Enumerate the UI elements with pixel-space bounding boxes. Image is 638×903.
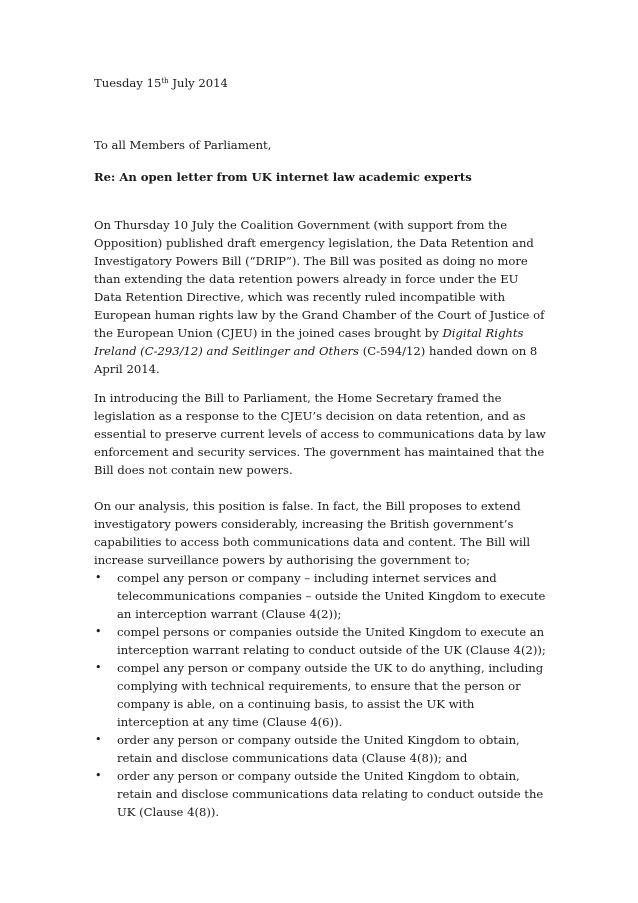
list-item-text: compel any person or company – including internet services and telecommunications companies – outside the United Kingdom to execute an interception warrant (Clause 4(2)); (117, 571, 546, 621)
list-item-text: order any person or company outside the United Kingdom to obtain, retain and disclose communications data relating to conduct outside the UK (Clause 4(8)). (117, 769, 544, 819)
list-item-text: compel persons or companies outside the United Kingdom to execute an interception warrant relating to conduct outside of the UK (Clause 4(2)); (117, 625, 546, 657)
list-item-text: compel any person or company outside the UK to do anything, including complying with technical requirements, to ensure that the person or company is able, on a continuing basis, to assist the UK with interception at any time (Clause 4(6)). (117, 661, 544, 729)
letter-date (94, 74, 546, 92)
date-month-year: July 2014 (168, 76, 228, 90)
bullet-icon: • (95, 733, 102, 746)
letter-page (94, 74, 546, 821)
case-citation: Digital Rights Ireland (C-293/12) and Seitlinger and Others (94, 326, 524, 358)
date-day: Tuesday 15 (94, 76, 162, 90)
list-item (94, 569, 546, 623)
subject-line: Re: An open letter from UK internet law academic experts (94, 170, 472, 184)
paragraph-text: On Thursday 10 July the Coalition Government (with support from the Opposition) published draft emergency legislation, the Data Retention and Investigatory Powers Bill (“DRIP”). The Bill was posited as doing no more than extending the data retention powers already in force under the EU Data Retention Directive, which was recently ruled incompatible with European human rights law by the Grand Chamber of the Court of Justice of the European Union (CJEU) in the joined cases brought by (94, 218, 545, 340)
paragraph-analysis: On our analysis, this position is false. In fact, the Bill proposes to extend investigatory powers considerably, increasing the British government’s capabilities to access both communications data and content. The Bill will increase surveillance powers by authorising the government to; (94, 499, 531, 567)
paragraph-drip-intro (94, 216, 546, 378)
list-item-text: order any person or company outside the United Kingdom to obtain, retain and disclose communications data (Clause 4(8)); and (117, 733, 520, 765)
date-ordinal-suffix: th (161, 77, 169, 85)
bullet-icon: • (95, 571, 102, 584)
paragraph-home-secretary: In introducing the Bill to Parliament, the Home Secretary framed the legislation as a response to the CJEU’s decision on data retention, and as essential to preserve current levels of access to communications data by law enforcement and security services. The government has maintained that the Bill does not contain new powers. (94, 391, 546, 477)
list-item (94, 731, 546, 767)
salutation: To all Members of Parliament, (94, 138, 272, 152)
list-item (94, 767, 546, 821)
bullet-icon: • (95, 769, 102, 782)
paragraph-text: (C-594/12) handed down on 8 April 2014. (94, 344, 538, 376)
list-item (94, 623, 546, 659)
bullet-icon: • (95, 625, 102, 638)
bullet-icon: • (95, 661, 102, 674)
powers-list (94, 569, 546, 821)
list-item (94, 659, 546, 731)
